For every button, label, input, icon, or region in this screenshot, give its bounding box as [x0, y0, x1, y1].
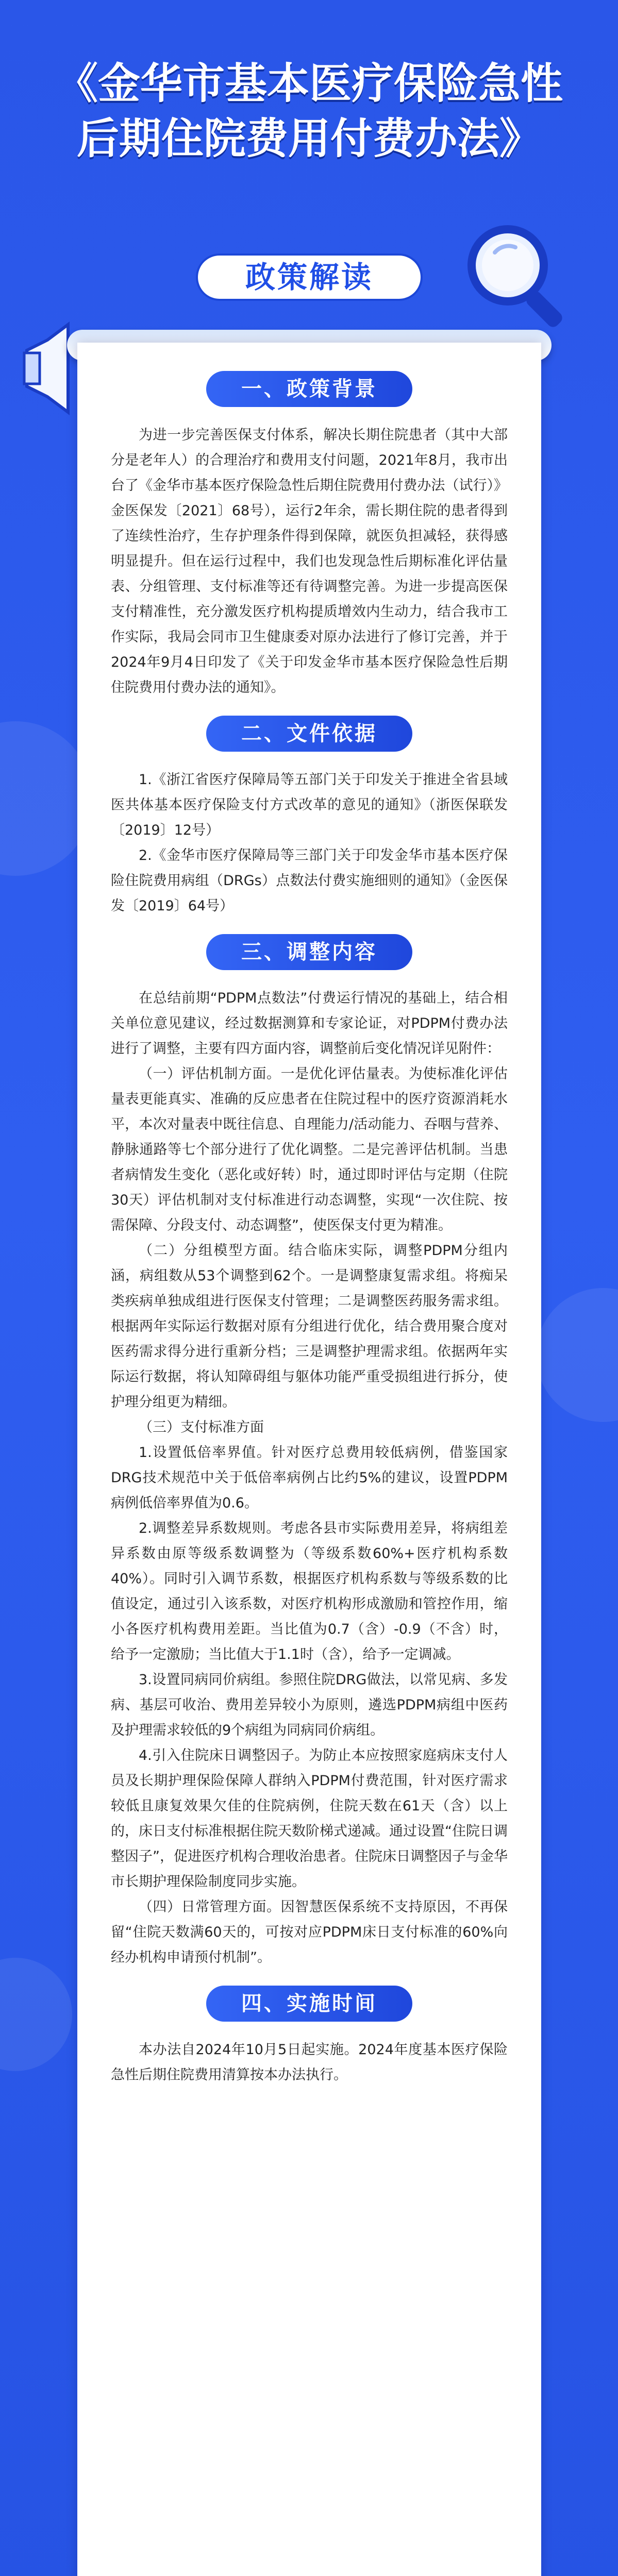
section-paragraph: 1.设置低倍率界值。针对医疗总费用较低病例，借鉴国家DRG技术规范中关于低倍率病例占比约5%的建议，设置PDPM病例低倍率界值为0.6。 — [111, 1445, 508, 1511]
section-paragraph: 1.《浙江省医疗保障局等五部门关于印发关于推进全省县域医共体基本医疗保险支付方式改革的意见的通知》（浙医保联发〔2019〕12号） — [111, 772, 508, 838]
section-paragraph: 2.《金华市医疗保障局等三部门关于印发金华市基本医疗保险住院费用病组（DRGs）点数法付费实施细则的通知》（金医保发〔2019〕64号） — [111, 848, 508, 914]
subtitle-banner — [196, 242, 423, 303]
section-paragraph: 在总结前期“PDPM点数法”付费运行情况的基础上，结合相关单位意见建议，经过数据测算和专家论证，对PDPM付费办法进行了调整，主要有四方面内容，调整前后变化情况详见附件： — [111, 990, 508, 1057]
section-paragraph: （一）评估机制方面。一是优化评估量表。为使标准化评估量表更能真实、准确的反应患者在住院过程中的医疗资源消耗水平，本次对量表中既往信息、自理能力/活动能力、吞咽与营养、静脉通路等七个部分进行了优化调整。二是完善评估机制。当患者病情发生变化（恶化或好转）时，通过即时评估与定期（住院30天）评估机制对支付标准进行动态调整，实现“一次住院、按需保障、分段支付、动态调整”，使医保支付更为精准。 — [111, 1066, 508, 1233]
section-heading-adjustments: 三、调整内容 — [206, 934, 412, 970]
section-heading-background: 一、政策背景 — [206, 371, 412, 407]
background-circle — [0, 1958, 72, 2071]
magnifier-icon — [459, 216, 577, 335]
section-paragraph: 2.调整差异系数规则。考虑各县市实际费用差异，将病组差异系数由原等级系数调整为（等级系数60%+医疗机构系数40%）。同时引入调节系数，根据医疗机构系数与等级系数的比值设定，通过引入该系数，对医疗机构形成激励和管控作用，缩小各医疗机构费用差距。当比值为0.7（含）-0.9（不含）时，给予一定激励；当比值大于1.1时（含），给予一定调减。 — [111, 1520, 508, 1663]
section-paragraph: （四）日常管理方面。因智慧医保系统不支持原因，不再保留“住院天数满60天的，可按对应PDPM床日支付标准的60%向经办机构申请预付机制”。 — [111, 1899, 508, 1965]
section-heading-implementation: 四、实施时间 — [206, 1986, 412, 2022]
document-content — [111, 371, 508, 2088]
section-paragraph: （二）分组模型方面。结合临床实际，调整PDPM分组内涵，病组数从53个调整到62个。一是调整康复需求组。将痴呆类疾病单独成组进行医保支付管理；二是调整医药服务需求组。根据两年实际运行数据对原有分组进行优化，结合费用聚合度对医药需求得分进行重新分档；三是调整护理需求组。依据两年实际运行数据，将认知障碍组与躯体功能严重受损组进行拆分，使护理分组更为精细。 — [111, 1243, 508, 1410]
subtitle-label: 政策解读 — [196, 253, 423, 301]
section-heading-basis: 二、文件依据 — [206, 716, 412, 752]
page-title: 《金华市基本医疗保险急性后期住院费用付费办法》 — [55, 59, 563, 163]
section-paragraph: 本办法自2024年10月5日起实施。2024年度基本医疗保险急性后期住院费用清算按本办法执行。 — [111, 2042, 508, 2083]
section-paragraph: 4.引入住院床日调整因子。为防止本应按照家庭病床支付人员及长期护理保险保障人群纳入PDPM付费范围，针对医疗需求较低且康复效果欠佳的住院病例，住院天数在61天（含）以上的，床日支付标准根据住院天数阶梯式递减。通过设置“住院日调整因子”，促进医疗机构合理收治患者。住院床日调整因子与金华市长期护理保险制度同步实施。 — [111, 1748, 508, 1890]
section-paragraph: 3.设置同病同价病组。参照住院DRG做法，以常见病、多发病、基层可收治、费用差异较小为原则，遴选PDPM病组中医药及护理需求较低的9个病组为同病同价病组。 — [111, 1672, 508, 1738]
section-paragraph: （三）支付标准方面 — [139, 1419, 264, 1435]
speaker-icon — [16, 309, 78, 428]
background-circle — [536, 1288, 618, 1422]
section-paragraph: 为进一步完善医保支付体系，解决长期住院患者（其中大部分是老年人）的合理治疗和费用支付问题，2021年8月，我市出台了《金华市基本医疗保险急性后期住院费用付费办法（试行）》金医保发〔2021〕68号），运行2年余，需长期住院的患者得到了连续性治疗，生存护理条件得到保障，就医负担减轻，获得感明显提升。但在运行过程中，我们也发现急性后期标准化评估量表、分组管理、支付标准等还有待调整完善。为进一步提高医保支付精准性，充分激发医疗机构提质增效内生动力，结合我市工作实际，我局会同市卫生健康委对原办法进行了修订完善，并于2024年9月4日印发了《关于印发金华市基本医疗保险急性后期住院费用付费办法的通知》。 — [111, 427, 508, 696]
